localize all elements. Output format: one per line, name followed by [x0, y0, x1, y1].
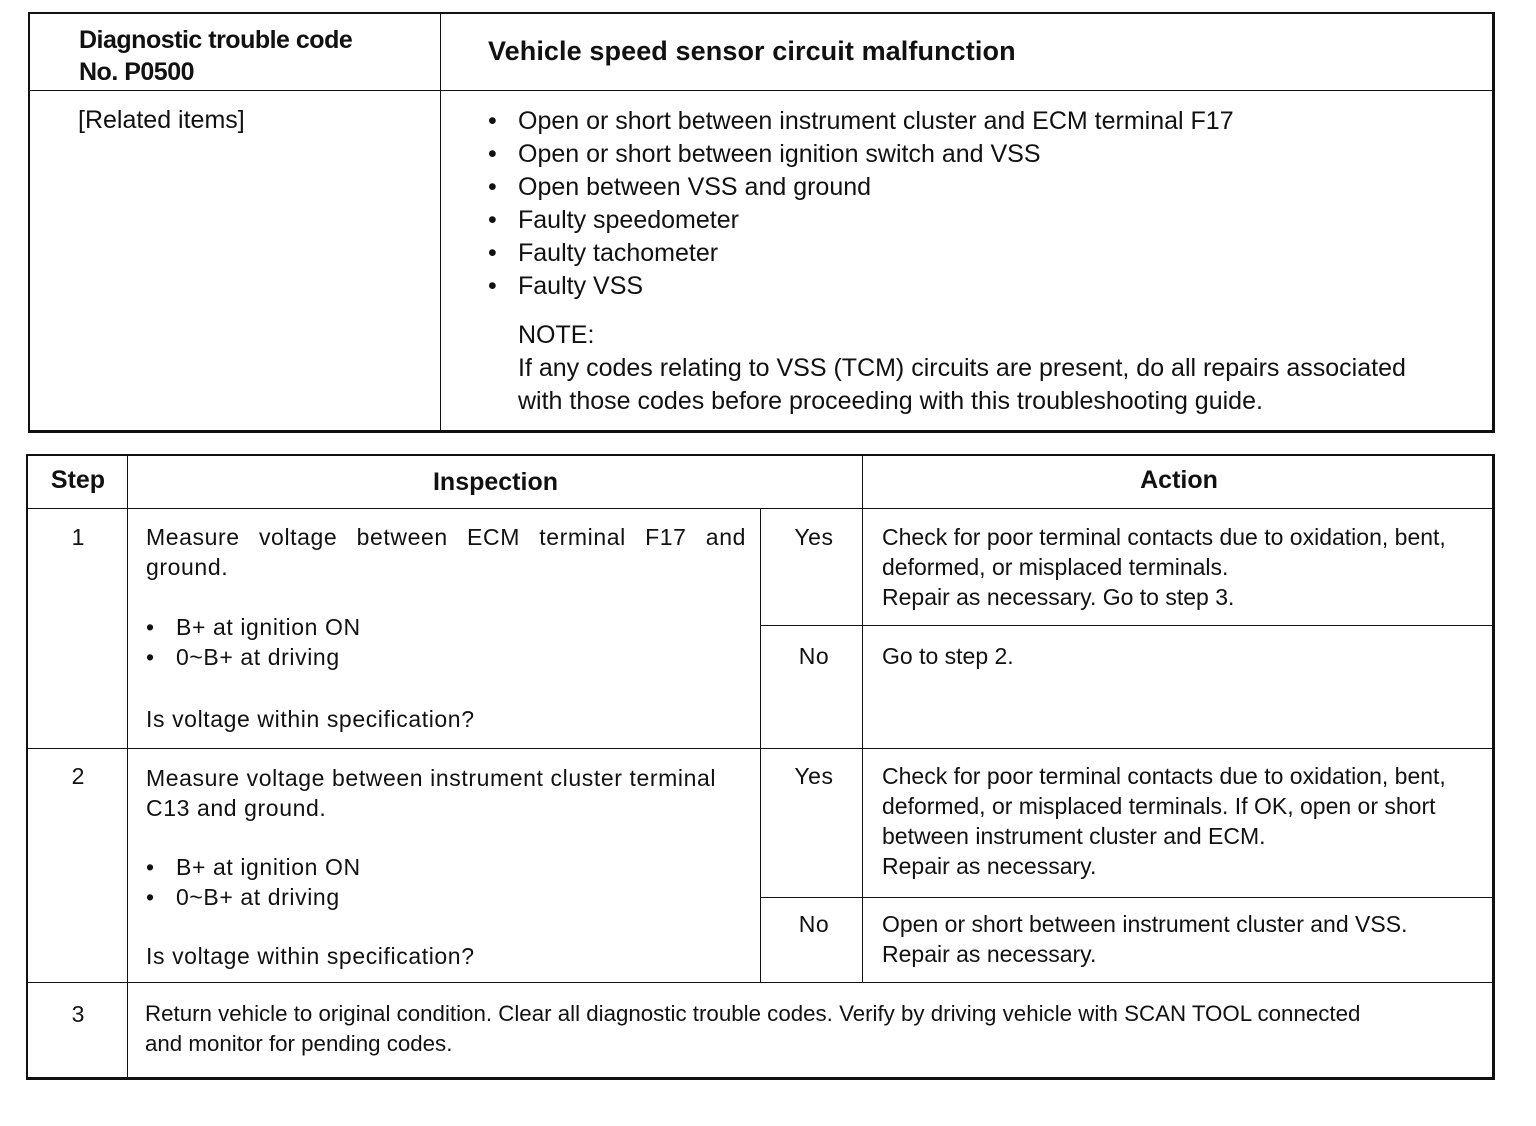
yes-action: [882, 522, 1482, 612]
note-title: NOTE:: [518, 321, 595, 349]
row-divider: [28, 748, 1492, 749]
action-line: Repair as necessary.: [882, 941, 1097, 967]
dtc-info-table: [28, 12, 1495, 433]
list-item: • Open between VSS and ground: [488, 171, 1234, 204]
no-label: No: [798, 911, 830, 937]
list-item: • B+ at ignition ON: [146, 612, 746, 642]
action-line: Repair as necessary. Go to step 3.: [882, 584, 1235, 610]
list-item: • B+ at ignition ON: [146, 852, 746, 882]
yes-action: [882, 761, 1482, 881]
step-number: 2: [71, 763, 85, 789]
step-number: 1: [71, 524, 85, 550]
dtc-label-line1: Diagnostic trouble code: [79, 26, 353, 54]
header-inspection: Inspection: [432, 468, 558, 496]
dtc-label: [79, 24, 352, 88]
inspection-question: Is voltage within specification?: [146, 706, 475, 732]
inspection-question: Is voltage within specification?: [146, 943, 475, 969]
row-divider: [761, 897, 1492, 898]
column-divider: [760, 508, 761, 982]
yes-label: Yes: [794, 524, 834, 550]
action-line: deformed, or misplaced terminals.: [882, 554, 1229, 580]
list-item: • Faulty speedometer: [488, 204, 1234, 237]
step3-text: [145, 999, 1485, 1059]
action-line: Check for poor terminal contacts due to oxidation, bent,: [882, 763, 1446, 789]
list-item: • Faulty tachometer: [488, 237, 1234, 270]
step3-line: and monitor for pending codes.: [145, 1031, 453, 1056]
action-line: Repair as necessary.: [882, 853, 1097, 879]
page-title: Vehicle speed sensor circuit malfunction: [488, 36, 1016, 66]
row-divider: [28, 508, 1492, 509]
inspection-text: Measure voltage between instrument cluster terminal C13 and ground.: [146, 765, 717, 821]
no-action: [882, 641, 1482, 671]
inspection-text: Measure voltage between ECM terminal F17 and ground.: [146, 524, 746, 580]
no-label: No: [798, 643, 830, 669]
action-line: Open or short between instrument cluster and VSS.: [882, 911, 1408, 937]
related-items-label: [Related items]: [78, 106, 245, 134]
row-divider: [761, 625, 1492, 626]
column-divider: [440, 14, 441, 430]
note-line: If any codes relating to VSS (TCM) circuits are present, do all repairs associated: [518, 354, 1406, 382]
related-items-list: [488, 105, 1234, 303]
list-item: • 0~B+ at driving: [146, 882, 746, 912]
inspection-bullets: [146, 612, 746, 672]
list-item: • Open or short between ignition switch and VSS: [488, 138, 1234, 171]
step3-line: Return vehicle to original condition. Clear all diagnostic trouble codes. Verify by driving vehicle with SCAN TOOL connected: [145, 1001, 1361, 1026]
no-action: [882, 909, 1482, 969]
row-divider: [28, 982, 1492, 983]
action-line: deformed, or misplaced terminals. If OK, open or short: [882, 793, 1436, 819]
list-item: • Open or short between instrument cluster and ECM terminal F17: [488, 105, 1234, 138]
step-number: 3: [71, 1001, 85, 1027]
troubleshooting-table: [26, 454, 1495, 1080]
header-action: Action: [1140, 466, 1218, 494]
note-block: [518, 319, 1478, 418]
dtc-code: No. P0500: [79, 58, 195, 86]
yes-label: Yes: [794, 763, 834, 789]
row-divider: [30, 90, 1492, 91]
action-line: Check for poor terminal contacts due to oxidation, bent,: [882, 524, 1446, 550]
list-item: • Faulty VSS: [488, 270, 1234, 303]
note-line: with those codes before proceeding with this troubleshooting guide.: [518, 387, 1263, 415]
action-line: between instrument cluster and ECM.: [882, 823, 1266, 849]
action-line: Go to step 2.: [882, 643, 1014, 669]
list-item: • 0~B+ at driving: [146, 642, 746, 672]
header-step: Step: [50, 466, 106, 494]
inspection-bullets: [146, 852, 746, 912]
